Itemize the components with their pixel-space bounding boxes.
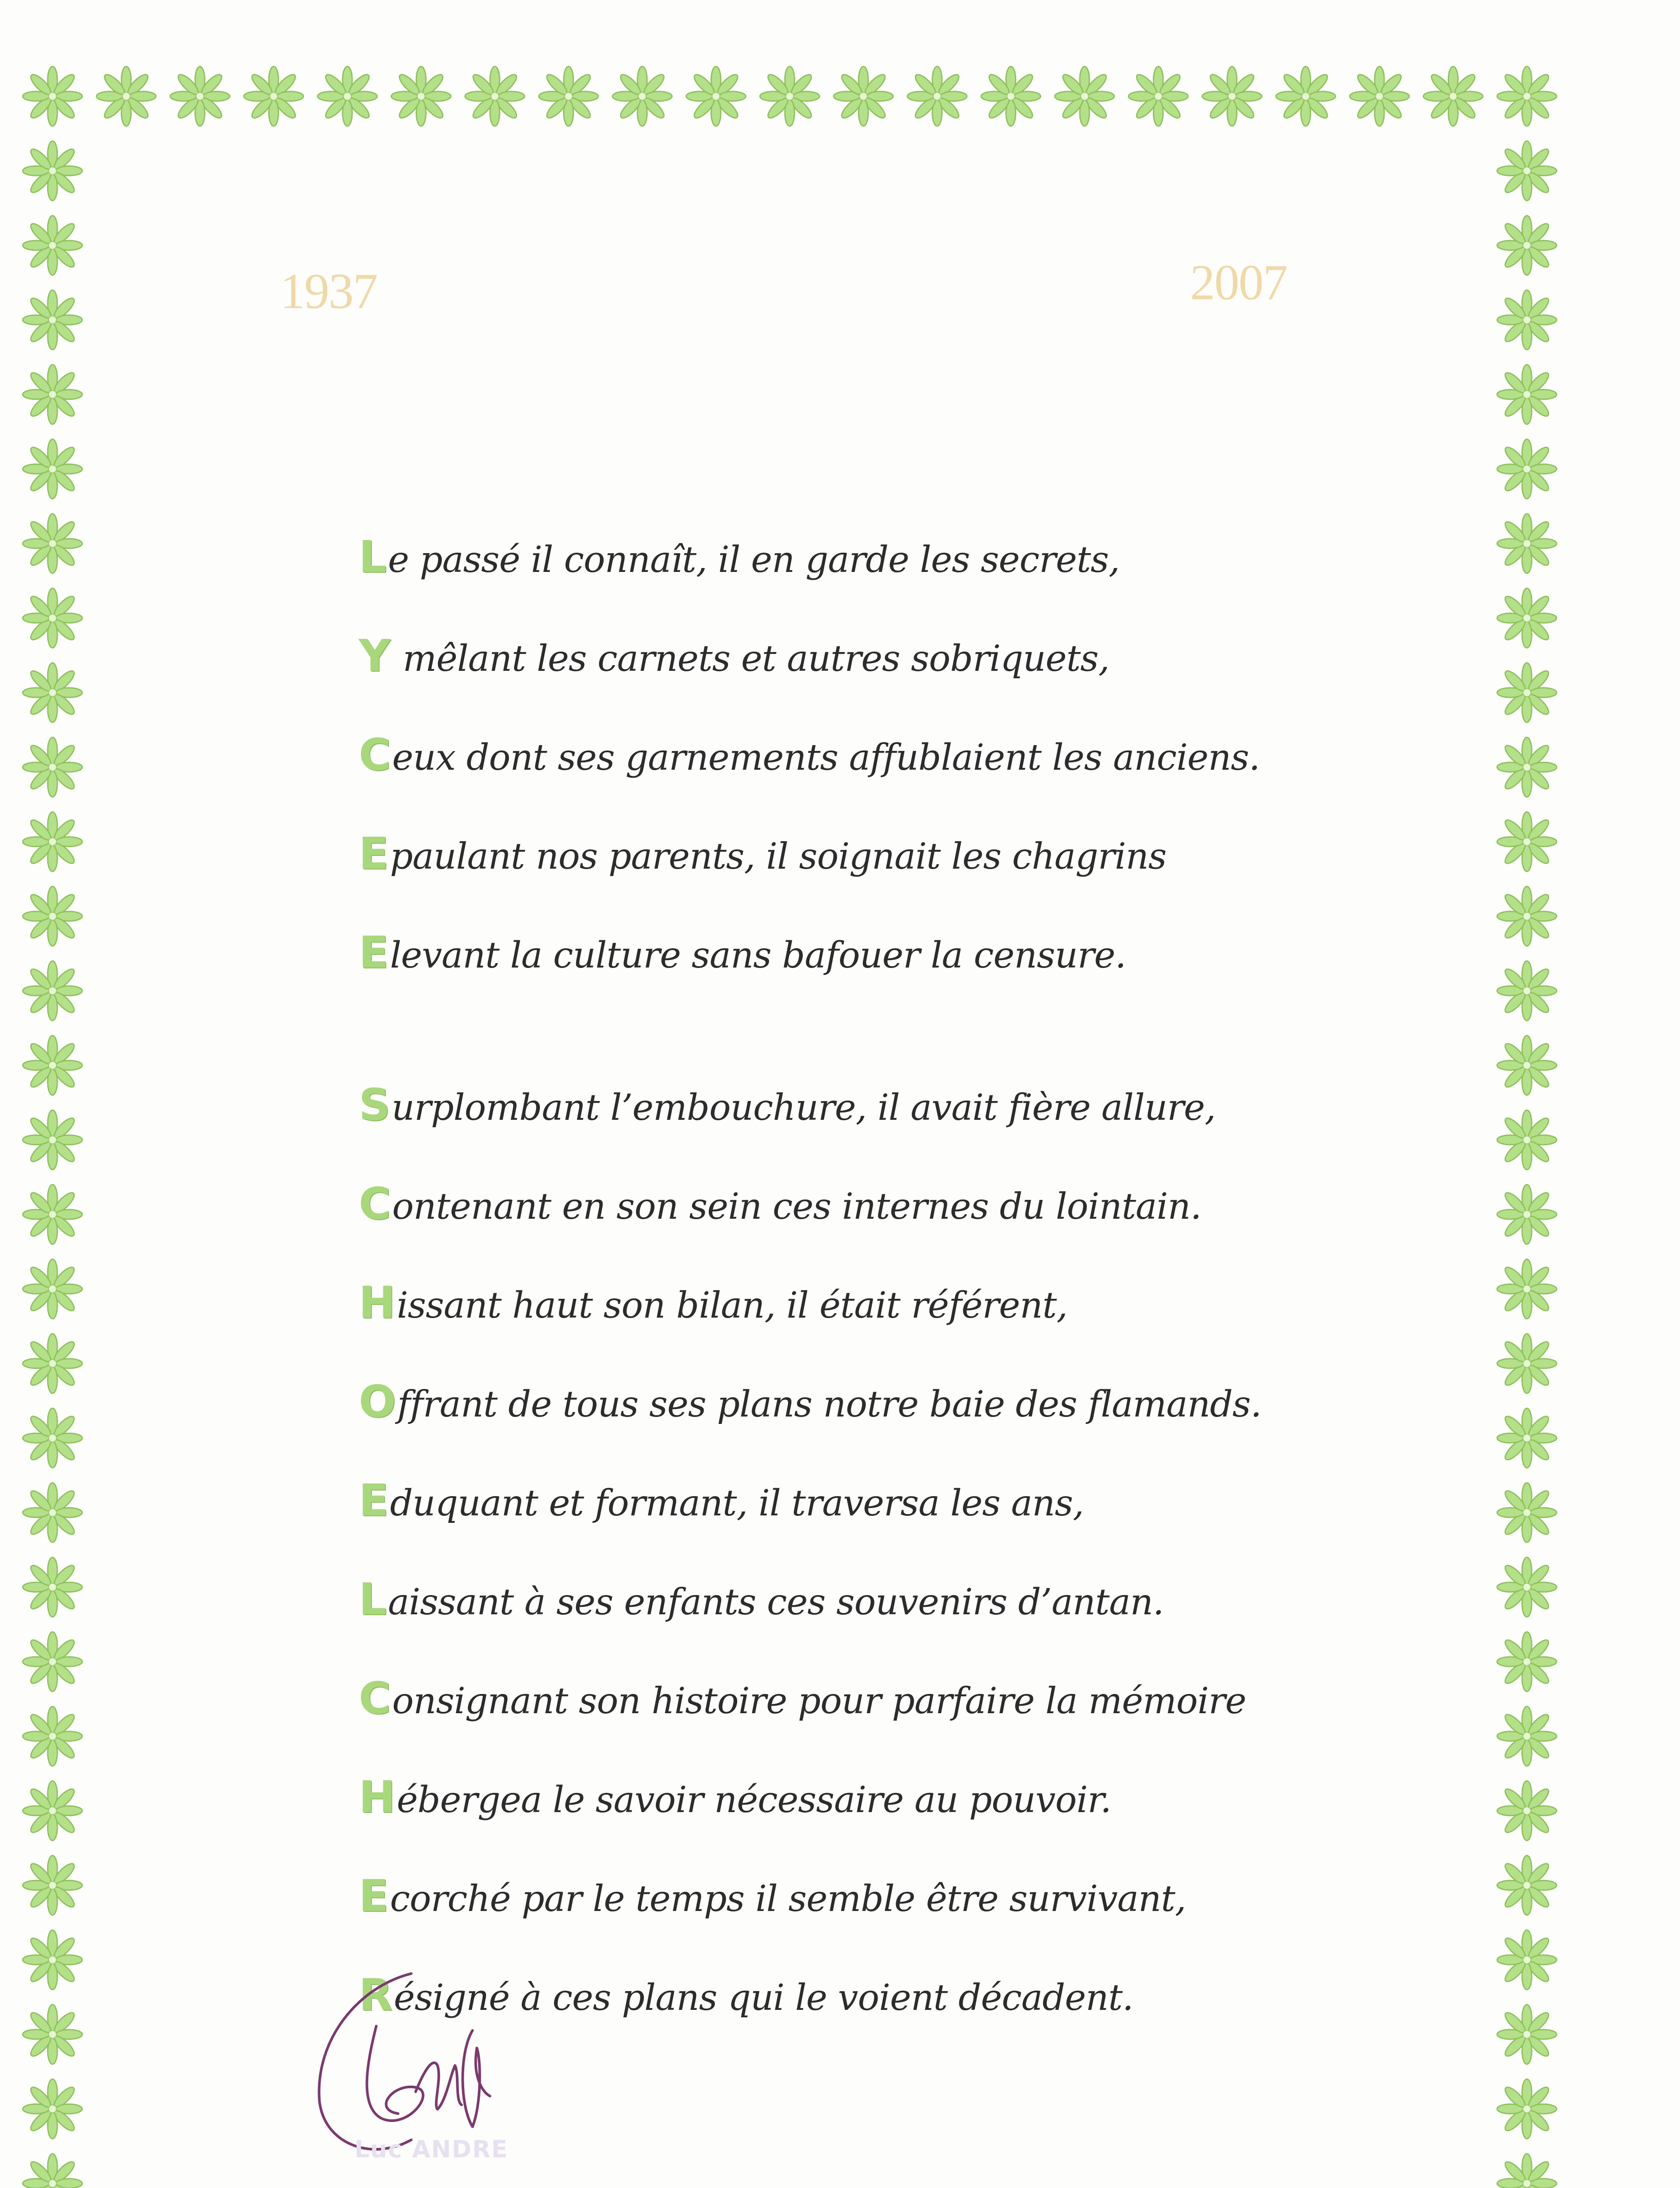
daisy-flower-icon: [1497, 514, 1557, 573]
daisy-flower-icon: [23, 737, 82, 797]
daisy-flower-icon: [23, 2079, 82, 2139]
daisy-flower-icon: [23, 663, 82, 722]
daisy-flower-icon: [244, 67, 304, 126]
daisy-flower-icon: [1497, 1707, 1557, 1766]
line-text: duquant et formant, il traversa les ans,: [390, 1483, 1084, 1524]
acrostic-initial: E: [359, 927, 388, 978]
daisy-flower-icon: [1497, 1781, 1557, 1841]
daisy-flower-icon: [539, 67, 598, 126]
poem-line: [359, 903, 1365, 1002]
daisy-flower-icon: [23, 1483, 82, 1543]
daisy-flower-icon: [1497, 1110, 1557, 1170]
daisy-flower-icon: [23, 1557, 82, 1617]
daisy-flower-icon: [1497, 2154, 1557, 2188]
daisy-flower-icon: [23, 514, 82, 573]
daisy-flower-icon: [392, 67, 451, 126]
daisy-flower-icon: [23, 1334, 82, 1393]
daisy-flower-icon: [1497, 1334, 1557, 1393]
line-text: corché par le temps il semble être survivant,: [390, 1878, 1186, 1920]
line-text: aissant à ses enfants ces souvenirs d’antan.: [388, 1581, 1164, 1623]
acrostic-initial: L: [359, 1574, 386, 1625]
start-year: 1937: [280, 263, 377, 319]
line-text: eux dont ses garnements affublaient les anciens.: [392, 737, 1260, 778]
acrostic-poem: [359, 508, 1365, 2044]
daisy-flower-icon: [1497, 812, 1557, 871]
stanza-1: [359, 508, 1365, 1002]
daisy-flower-icon: [23, 67, 82, 126]
daisy-flower-icon: [1497, 1855, 1557, 1915]
line-text: levant la culture sans bafouer la censure.: [390, 935, 1126, 976]
daisy-flower-icon: [1497, 2079, 1557, 2139]
daisy-flower-icon: [1055, 67, 1114, 126]
daisy-flower-icon: [1497, 1632, 1557, 1691]
acrostic-initial: E: [359, 1870, 388, 1922]
line-text: mêlant les carnets et autres sobriquets,: [392, 638, 1110, 680]
daisy-flower-icon: [1497, 216, 1557, 275]
daisy-flower-icon: [23, 1930, 82, 1990]
daisy-flower-icon: [1497, 737, 1557, 797]
poem-line: [359, 607, 1365, 705]
daisy-flower-icon: [23, 1035, 82, 1095]
daisy-flower-icon: [1497, 2005, 1557, 2064]
daisy-flower-icon: [1497, 887, 1557, 946]
poem-line: [359, 1649, 1365, 1748]
daisy-flower-icon: [1497, 1185, 1557, 1244]
signature-name: Luc ANDRE: [354, 2135, 508, 2163]
acrostic-initial: C: [359, 1178, 391, 1229]
poem-line: [359, 705, 1365, 804]
daisy-flower-icon: [1276, 67, 1336, 126]
daisy-flower-icon: [23, 961, 82, 1020]
poem-line: [359, 1451, 1365, 1550]
poem-line: [359, 1352, 1365, 1451]
daisy-flower-icon: [1497, 1408, 1557, 1468]
daisy-flower-icon: [1497, 67, 1557, 126]
acrostic-initial: H: [359, 1277, 395, 1328]
poem-line: [359, 804, 1365, 903]
daisy-flower-icon: [1350, 67, 1409, 126]
daisy-flower-icon: [23, 887, 82, 946]
poem-line: [359, 1847, 1365, 1946]
daisy-flower-icon: [981, 67, 1041, 126]
daisy-flower-icon: [23, 141, 82, 200]
daisy-flower-icon: [1497, 663, 1557, 722]
daisy-flower-icon: [23, 1632, 82, 1691]
acrostic-initial: E: [359, 1475, 388, 1526]
poem-line: [359, 508, 1365, 607]
daisy-flower-icon: [170, 67, 230, 126]
acrostic-initial: L: [359, 531, 386, 582]
daisy-flower-icon: [318, 67, 377, 126]
acrostic-initial: R: [359, 1969, 392, 2020]
daisy-flower-icon: [1497, 290, 1557, 350]
acrostic-initial: C: [359, 1673, 391, 1724]
acrostic-initial: H: [359, 1771, 395, 1823]
line-text: e passé il connaît, il en garde les secrets,: [388, 539, 1120, 581]
daisy-flower-icon: [1497, 1557, 1557, 1617]
daisy-flower-icon: [23, 216, 82, 275]
stanza-2: [359, 1055, 1365, 2044]
poem-line: [359, 1055, 1365, 1154]
line-text: ontenant en son sein ces internes du lointain.: [392, 1186, 1201, 1227]
line-text: urplombant l’embouchure, il avait fière allure,: [392, 1087, 1216, 1129]
end-year: 2007: [1190, 255, 1287, 310]
daisy-flower-icon: [1129, 67, 1188, 126]
daisy-flower-icon: [23, 2154, 82, 2188]
daisy-flower-icon: [23, 2005, 82, 2064]
daisy-flower-icon: [23, 1185, 82, 1244]
daisy-flower-icon: [1497, 1483, 1557, 1543]
daisy-flower-icon: [1497, 1930, 1557, 1990]
daisy-flower-icon: [465, 67, 525, 126]
daisy-flower-icon: [23, 1259, 82, 1319]
daisy-flower-icon: [1497, 1259, 1557, 1319]
daisy-flower-icon: [1497, 365, 1557, 424]
daisy-flower-icon: [23, 1110, 82, 1170]
daisy-flower-icon: [1497, 588, 1557, 648]
acrostic-initial: O: [359, 1376, 396, 1427]
daisy-flower-icon: [1497, 439, 1557, 499]
daisy-flower-icon: [1424, 67, 1483, 126]
daisy-flower-icon: [1497, 141, 1557, 200]
daisy-flower-icon: [23, 812, 82, 871]
daisy-flower-icon: [760, 67, 819, 126]
daisy-flower-icon: [834, 67, 893, 126]
daisy-flower-icon: [23, 1707, 82, 1766]
poem-line: [359, 1748, 1365, 1847]
daisy-flower-icon: [907, 67, 967, 126]
line-text: ffrant de tous ses plans notre baie des flamands.: [397, 1384, 1262, 1425]
daisy-flower-icon: [97, 67, 156, 126]
line-text: onsignant son histoire pour parfaire la mémoire: [392, 1680, 1246, 1722]
poem-line: [359, 1550, 1365, 1649]
daisy-flower-icon: [1202, 67, 1262, 126]
daisy-flower-icon: [23, 588, 82, 648]
daisy-flower-icon: [23, 1855, 82, 1915]
daisy-flower-icon: [23, 439, 82, 499]
line-text: issant haut son bilan, il était référent,: [396, 1285, 1068, 1326]
line-text: ébergea le savoir nécessaire au pouvoir.: [396, 1779, 1111, 1821]
daisy-flower-icon: [612, 67, 672, 126]
daisy-flower-icon: [1497, 1035, 1557, 1095]
acrostic-initial: C: [359, 729, 391, 780]
acrostic-initial: Y: [359, 630, 390, 681]
daisy-flower-icon: [23, 1781, 82, 1841]
daisy-flower-icon: [686, 67, 746, 126]
line-text: paulant nos parents, il soignait les chagrins: [390, 836, 1166, 877]
daisy-flower-icon: [23, 1408, 82, 1468]
line-text: ésigné à ces plans qui le voient décadent.: [394, 1977, 1134, 2019]
acrostic-initial: E: [359, 828, 388, 879]
daisy-flower-icon: [23, 290, 82, 350]
poem-line: [359, 1154, 1365, 1253]
daisy-flower-icon: [23, 365, 82, 424]
acrostic-initial: S: [359, 1079, 390, 1130]
poem-line: [359, 1253, 1365, 1352]
daisy-flower-icon: [1497, 961, 1557, 1020]
